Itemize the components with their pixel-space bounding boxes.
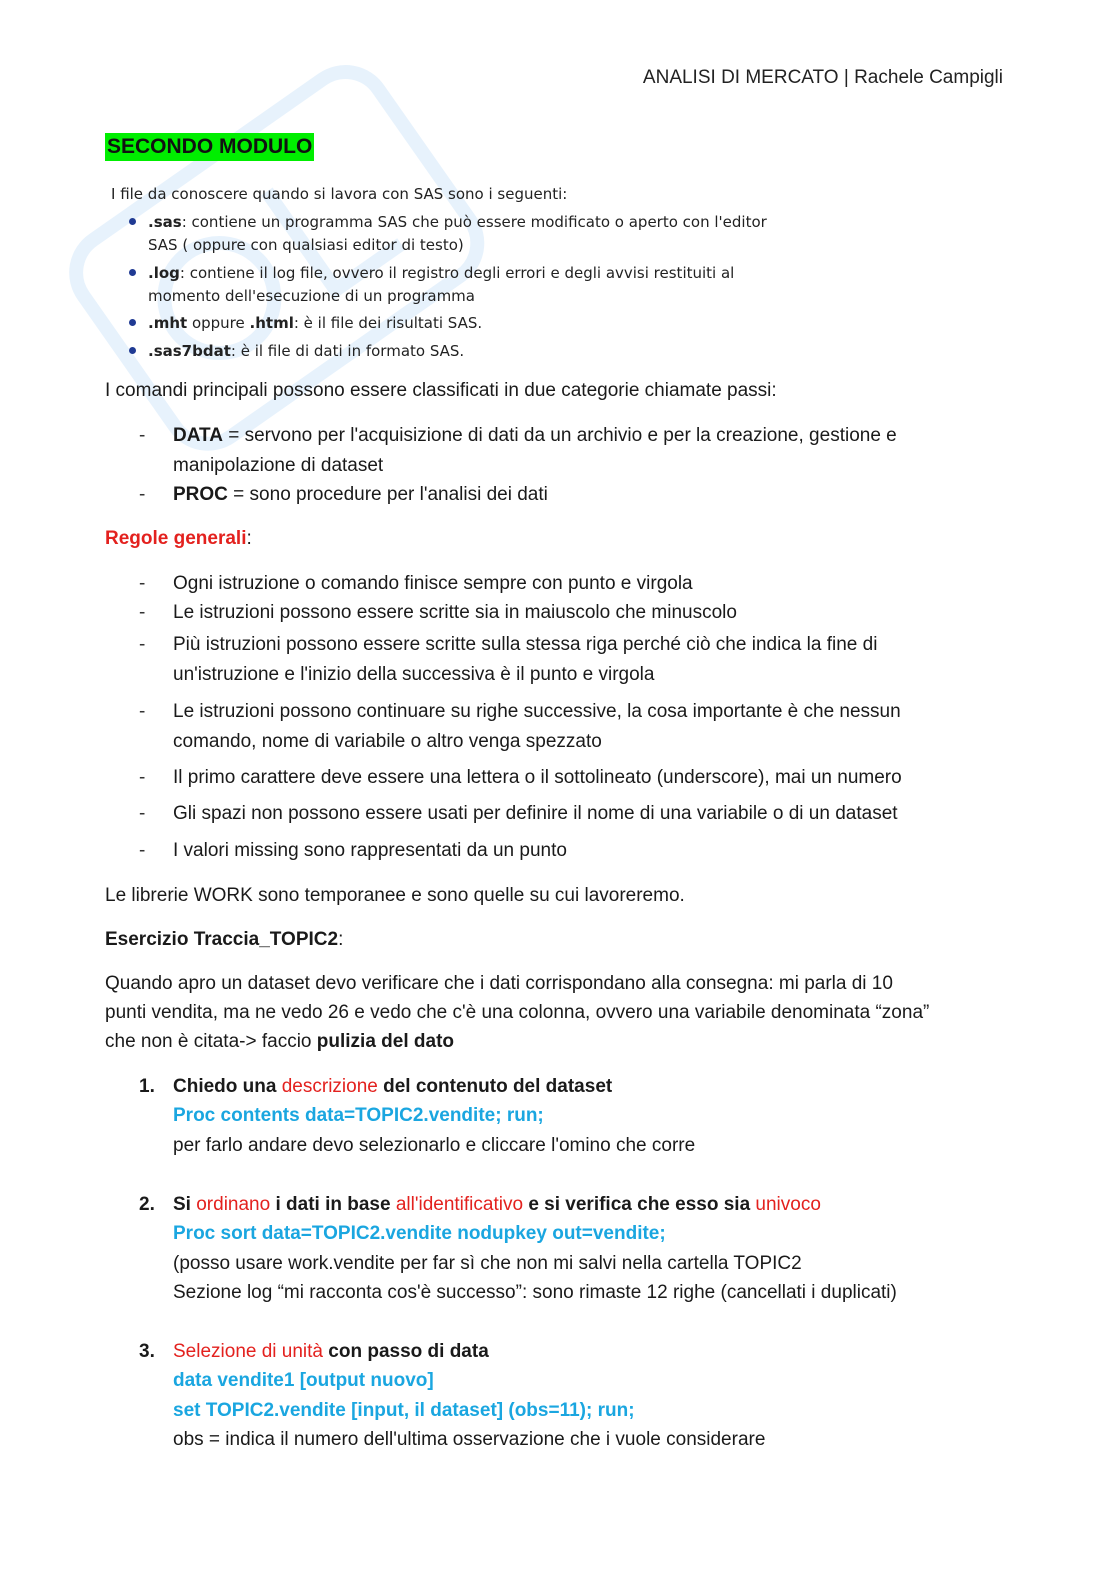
bullet-icon xyxy=(129,269,136,276)
code-line: data vendite1 [output nuovo] xyxy=(173,1370,434,1391)
commands-intro: I comandi principali possono essere classificati in due categorie chiamate passi: xyxy=(105,380,777,401)
exercise-paragraph-line: Quando apro un dataset devo verificare che i dati corrispondano alla consegna: mi parla di 10 xyxy=(105,973,893,994)
step-note: Sezione log “mi racconta cos'è successo”: sono rimaste 12 righe (cancellati i duplicati) xyxy=(173,1282,897,1303)
rule-item: I valori missing sono rappresentati da un punto xyxy=(173,840,567,861)
step-number: 2. xyxy=(139,1194,155,1215)
sas-file-item: .log: contiene il log file, ovvero il registro degli errori e degli avvisi restituiti al xyxy=(148,264,735,282)
rule-item: Le istruzioni possono continuare su righe successive, la cosa importante è che nessun xyxy=(173,701,901,722)
sas-file-item: .sas7bdat: è il file di dati in formato SAS. xyxy=(148,342,465,360)
dash-marker: - xyxy=(139,701,146,722)
step-note: (posso usare work.vendite per far sì che non mi salvi nella cartella TOPIC2 xyxy=(173,1253,802,1274)
exercise-paragraph-line: punti vendita, ma ne vedo 26 e vedo che c'è una colonna, ovvero una variabile denominata “zona” xyxy=(105,1002,930,1023)
step-number: 1. xyxy=(139,1076,155,1097)
rule-item-cont: un'istruzione e l'inizio della successiva è il punto e virgola xyxy=(173,664,655,685)
work-libraries-note: Le librerie WORK sono temporanee e sono quelle su cui lavoreremo. xyxy=(105,885,685,906)
dash-marker: - xyxy=(139,634,146,655)
step-note: per farlo andare devo selezionarlo e cliccare l'omino che corre xyxy=(173,1135,696,1156)
step-item: DATA = servono per l'acquisizione di dati da un archivio e per la creazione, gestione e xyxy=(173,425,897,446)
rule-item: Gli spazi non possono essere usati per definire il nome di una variabile o di un dataset xyxy=(173,803,898,824)
code-line: Proc sort data=TOPIC2.vendite nodupkey out=vendite; xyxy=(173,1223,666,1244)
rules-heading: Regole generali: xyxy=(105,528,252,549)
step-item: PROC = sono procedure per l'analisi dei dati xyxy=(173,484,548,505)
rule-item-cont: comando, nome di variabile o altro venga spezzato xyxy=(173,731,602,752)
dash-marker: - xyxy=(139,573,146,594)
sas-file-item: .mht oppure .html: è il file dei risultati SAS. xyxy=(148,314,483,332)
sas-file-item-cont: momento dell'esecuzione di un programma xyxy=(148,287,475,305)
dash-marker: - xyxy=(139,840,146,861)
sas-files-intro: I file da conoscere quando si lavora con SAS sono i seguenti: xyxy=(111,185,568,203)
step-number: 3. xyxy=(139,1341,155,1362)
step-heading: Si ordinano i dati in base all'identificativo e si verifica che esso sia univoco xyxy=(173,1194,821,1215)
rule-item: Più istruzioni possono essere scritte sulla stessa riga perché ciò che indica la fine di xyxy=(173,634,878,655)
step-heading: Selezione di unità con passo di data xyxy=(173,1341,489,1362)
page-header: ANALISI DI MERCATO | Rachele Campigli xyxy=(642,67,1003,88)
rule-item: Ogni istruzione o comando finisce sempre con punto e virgola xyxy=(173,573,693,594)
bullet-icon xyxy=(129,347,136,354)
step-item-cont: manipolazione di dataset xyxy=(173,455,384,476)
dash-marker: - xyxy=(139,425,146,446)
step-heading: Chiedo una descrizione del contenuto del dataset xyxy=(173,1076,613,1097)
code-line: set TOPIC2.vendite [input, il dataset] (obs=11); run; xyxy=(173,1400,635,1421)
dash-marker: - xyxy=(139,484,146,505)
rule-item: Le istruzioni possono essere scritte sia in maiuscolo che minuscolo xyxy=(173,602,737,623)
dash-marker: - xyxy=(139,602,146,623)
bullet-icon xyxy=(129,319,136,326)
dash-marker: - xyxy=(139,803,146,824)
exercise-heading: Esercizio Traccia_TOPIC2: xyxy=(105,929,344,950)
bullet-icon xyxy=(129,218,136,225)
step-note: obs = indica il numero dell'ultima osservazione che i vuole considerare xyxy=(173,1429,766,1450)
code-line: Proc contents data=TOPIC2.vendite; run; xyxy=(173,1105,544,1126)
sas-file-item: .sas: contiene un programma SAS che può essere modificato o aperto con l'editor xyxy=(148,213,767,231)
exercise-paragraph-line: che non è citata-> faccio pulizia del dato xyxy=(105,1031,454,1052)
sas-file-item-cont: SAS ( oppure con qualsiasi editor di testo) xyxy=(148,236,464,254)
dash-marker: - xyxy=(139,767,146,788)
rule-item: Il primo carattere deve essere una lettera o il sottolineato (underscore), mai un numero xyxy=(173,767,902,788)
section-title: SECONDO MODULO xyxy=(105,133,314,161)
